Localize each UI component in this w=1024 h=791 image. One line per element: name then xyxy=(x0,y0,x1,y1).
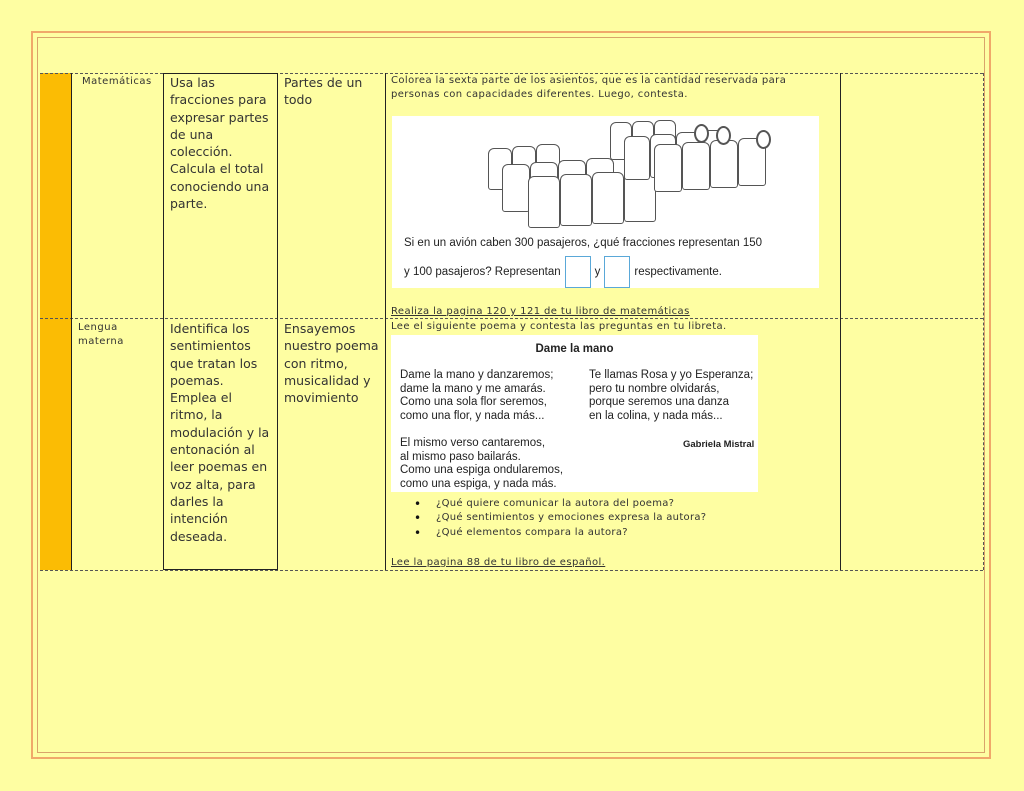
window-icon xyxy=(756,130,771,149)
poem-line: como una espiga, y nada más. xyxy=(400,478,557,491)
question-line-1: Si en un avión caben 300 pasajeros, ¿qué fracciones representan 150 xyxy=(404,237,763,249)
question-item: • ¿Qué quiere comunicar la autora del poema? xyxy=(414,497,706,511)
airplane-seats-illustration xyxy=(392,116,819,288)
poem-stanza-1 xyxy=(400,369,553,424)
question-line-2 xyxy=(404,256,722,288)
answer-box-1[interactable] xyxy=(565,256,591,288)
seat xyxy=(682,142,710,190)
poem-stanza-3 xyxy=(589,369,753,424)
question-part-a: y 100 pasajeros? Representan xyxy=(404,266,561,279)
poem-line: dame la mano y me amarás. xyxy=(400,382,546,395)
col-divider-5 xyxy=(840,73,841,570)
activity-link-lengua[interactable]: Lee la pagina 88 de tu libro de español. xyxy=(391,557,606,568)
col-divider-2 xyxy=(163,73,164,570)
window-icon xyxy=(716,126,731,145)
subject-math: Matemáticas xyxy=(82,76,152,87)
tema-math: Partes de un todo xyxy=(284,75,363,108)
poem-line: porque seremos una danza xyxy=(589,396,730,409)
col-divider-6 xyxy=(983,73,984,570)
seat xyxy=(592,172,624,224)
poem-author: Gabriela Mistral xyxy=(683,439,755,450)
poem-line: en la colina, y nada más... xyxy=(589,410,723,423)
seat xyxy=(654,144,682,192)
poem-line: al mismo paso bailarás. xyxy=(400,450,521,463)
poem-line: El mismo verso cantaremos, xyxy=(400,437,546,449)
col-divider-4 xyxy=(385,73,386,570)
aprendizaje-math: Usa las fracciones para expresar partes de una colección. Calcula el total conociendo una parte. xyxy=(170,75,270,212)
poem-line: Dame la mano y danzaremos; xyxy=(400,369,554,381)
subject-lengua: Lengua materna xyxy=(78,322,124,347)
poem-line: Como una espiga ondularemos, xyxy=(400,464,564,477)
window-icon xyxy=(694,124,709,143)
seat xyxy=(528,176,560,228)
poem-stanza-2 xyxy=(400,437,563,492)
answer-box-2[interactable] xyxy=(604,256,630,288)
questions-list xyxy=(414,497,706,540)
seat xyxy=(710,140,738,188)
tema-lengua: Ensayemos nuestro poema con ritmo, musicalidad y movimiento xyxy=(284,321,379,406)
table-bottom-border xyxy=(40,570,983,571)
instruction-lengua: Lee el siguiente poema y contesta las preguntas en tu libreta. xyxy=(391,321,727,332)
question-item: • ¿Qué elementos compara la autora? xyxy=(414,526,706,540)
col-divider-1 xyxy=(71,73,72,570)
poem-line: pero tu nombre olvidarás, xyxy=(589,382,720,395)
question-item: • ¿Qué sentimientos y emociones expresa la autora? xyxy=(414,511,706,525)
aprendizaje-lengua: Identifica los sentimientos que tratan los poemas. Emplea el ritmo, la modulación y la entonación al leer poemas en voz alta, para darles la intención deseada. xyxy=(170,321,270,544)
poem-line: Te llamas Rosa y yo Esperanza; xyxy=(589,369,754,381)
poem-box xyxy=(391,335,758,492)
question-y: y xyxy=(594,266,601,279)
seat xyxy=(502,164,530,212)
instruction-math: Colorea la sexta parte de los asientos, que es la cantidad reservada para personas con capacidades diferentes. Luego, contesta. xyxy=(391,75,787,100)
poem-line: como una flor, y nada más... xyxy=(400,410,545,423)
seat xyxy=(560,174,592,226)
col-divider-3 xyxy=(277,73,278,570)
question-part-b: respectivamente. xyxy=(634,266,722,279)
poem-line: Como una sola flor seremos, xyxy=(400,396,548,409)
accent-bar xyxy=(40,73,72,570)
activity-link-math[interactable]: Realiza la pagina 120 y 121 de tu libro de matemáticas xyxy=(391,306,690,317)
cell-bottom-solid xyxy=(163,569,277,570)
poem-title: Dame la mano xyxy=(535,343,614,355)
seat xyxy=(624,136,650,180)
